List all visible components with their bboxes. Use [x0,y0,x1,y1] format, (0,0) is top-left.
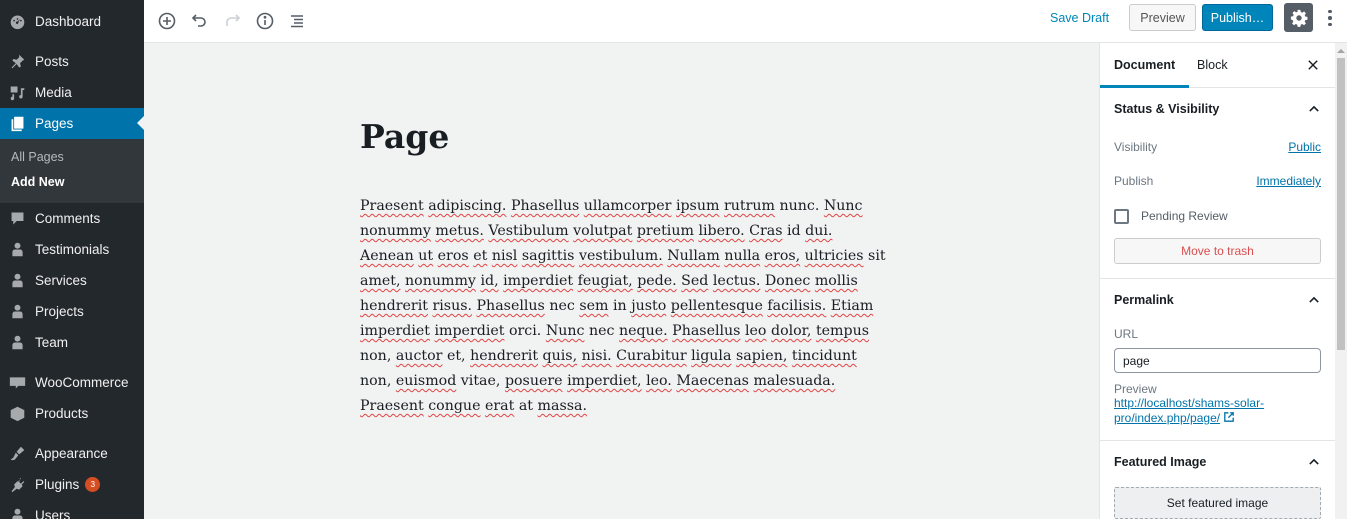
permalink-panel [1100,279,1335,441]
pending-review-checkbox[interactable] [1114,209,1129,224]
publish-label: Publish [1114,174,1154,188]
user-icon [8,272,26,290]
sidebar-item-services[interactable] [0,265,144,296]
undo-icon[interactable] [187,8,213,34]
sidebar-item-label: Products [35,406,89,421]
sidebar-item-label: Appearance [35,446,108,461]
chevron-up-icon [1307,293,1321,307]
scroll-up-arrow-icon[interactable] [1337,49,1345,53]
url-slug-input[interactable] [1114,348,1321,373]
permalink-url-line2[interactable]: pro/index.php/page/ [1114,411,1221,425]
pin-icon [8,53,26,71]
sidebar-item-label: Users [35,508,71,519]
comment-icon [8,210,26,228]
chevron-up-icon [1307,455,1321,469]
save-draft-button[interactable]: Save Draft [1050,11,1110,25]
pages-submenu [0,139,144,203]
visibility-link[interactable]: Public [1288,140,1321,154]
pending-review-row [1114,198,1321,234]
sidebar-item-label: Comments [35,211,101,226]
close-sidebar-button[interactable] [1303,55,1323,75]
sidebar-item-dashboard[interactable] [0,6,144,37]
publish-row [1114,164,1321,198]
woo-icon [8,374,26,392]
external-link-icon [1223,411,1235,423]
pages-icon [8,115,26,133]
status-visibility-toggle[interactable] [1114,88,1321,130]
visibility-row [1114,130,1321,164]
dot [1328,23,1332,27]
editor-toolbar [144,0,1347,43]
move-to-trash-button[interactable]: Move to trash [1114,238,1321,264]
sidebar-tabs [1100,43,1335,88]
sidebar-item-appearance[interactable] [0,438,144,469]
dot [1328,10,1332,14]
plug-icon [8,476,26,494]
featured-image-toggle[interactable] [1114,441,1321,483]
sidebar-item-label: WooCommerce [35,375,129,390]
sidebar-item-products[interactable] [0,398,144,429]
media-icon [8,84,26,102]
sidebar-item-label: Dashboard [35,14,102,29]
sidebar-item-label: Projects [35,304,84,319]
sidebar-item-media[interactable] [0,77,144,108]
panel-title: Featured Image [1114,455,1207,469]
user-icon [8,334,26,352]
user-icon [8,241,26,259]
brush-icon [8,445,26,463]
settings-sidebar [1099,43,1335,519]
submenu-add-new[interactable]: Add New [11,175,65,189]
permalink-url-line1[interactable]: http://localhost/shams-solar- [1114,396,1265,410]
gear-icon [1290,9,1308,27]
sidebar-item-projects[interactable] [0,296,144,327]
tab-block[interactable]: Block [1197,58,1228,72]
info-icon[interactable] [252,8,278,34]
sidebar-item-comments[interactable] [0,203,144,234]
sidebar-item-users[interactable] [0,500,144,519]
user-icon [8,507,26,519]
settings-button[interactable] [1284,3,1313,32]
publish-date-link[interactable]: Immediately [1256,174,1321,188]
preview-label: Preview [1114,382,1157,396]
sidebar-item-label: Posts [35,54,69,69]
pending-review-label: Pending Review [1141,209,1228,223]
sidebar-item-testimonials[interactable] [0,234,144,265]
sidebar-scrollbar[interactable] [1335,43,1347,519]
sidebar-item-label: Pages [35,116,74,131]
permalink-preview-link[interactable] [1114,396,1321,426]
admin-sidebar [0,0,144,519]
sidebar-item-woocommerce[interactable] [0,367,144,398]
tab-document[interactable]: Document [1114,43,1175,88]
user-icon [8,303,26,321]
post-title[interactable]: Page [360,117,450,156]
sidebar-item-label: Team [35,335,69,350]
sidebar-item-label: Media [35,85,72,100]
status-visibility-panel [1100,88,1335,279]
url-label: URL [1114,327,1139,341]
outline-icon[interactable] [284,8,310,34]
preview-button[interactable]: Preview [1129,4,1196,31]
more-options-button[interactable] [1322,6,1338,30]
featured-image-panel [1100,441,1335,519]
submenu-all-pages[interactable]: All Pages [11,150,64,164]
editor-canvas [144,43,1099,519]
dot [1328,16,1332,20]
panel-title: Status & Visibility [1114,102,1220,116]
publish-button[interactable]: Publish… [1202,4,1273,31]
sidebar-item-plugins[interactable] [0,469,144,500]
sidebar-item-team[interactable] [0,327,144,358]
chevron-up-icon [1307,102,1321,116]
scrollbar-thumb[interactable] [1337,58,1345,350]
box-icon [8,405,26,423]
panel-title: Permalink [1114,293,1174,307]
set-featured-image-button[interactable]: Set featured image [1114,487,1321,519]
paragraph-block[interactable]: Praesent adipiscing. Phasellus ullamcorper ipsum rutrum nunc. Nunc nonummy metus. Vestibulum volutpat pretium libero. Cras id dui. Aenean ut eros et nisl sagittis vestibulum. Nullam nulla eros, ultricies sit amet, nonummy id, imperdiet feugiat, pede. Sed lectus. Donec mollis hendrerit risus. Phasellus nec sem in justo pellentesque facilisis. Etiam imperdiet imperdiet orci. Nunc nec neque. Phasellus leo dolor, tempus non, auctor et, hendrerit quis, nisi. Curabitur ligula sapien, tincidunt non, euismod vitae, posuere imperdiet, leo. Maecenas malesuada. Praesent congue erat at massa. [360,198,886,414]
sidebar-item-label: Testimonials [35,242,110,257]
sidebar-item-pages[interactable] [0,108,144,139]
plugins-update-badge: 3 [85,477,100,492]
redo-icon[interactable] [219,8,245,34]
visibility-label: Visibility [1114,140,1158,154]
sidebar-item-posts[interactable] [0,46,144,77]
close-icon [1306,58,1320,72]
permalink-toggle[interactable] [1114,279,1321,321]
dashboard-icon [8,13,26,31]
sidebar-item-label: Services [35,273,87,288]
add-block-icon[interactable] [154,8,180,34]
sidebar-item-label: Plugins [35,477,80,492]
